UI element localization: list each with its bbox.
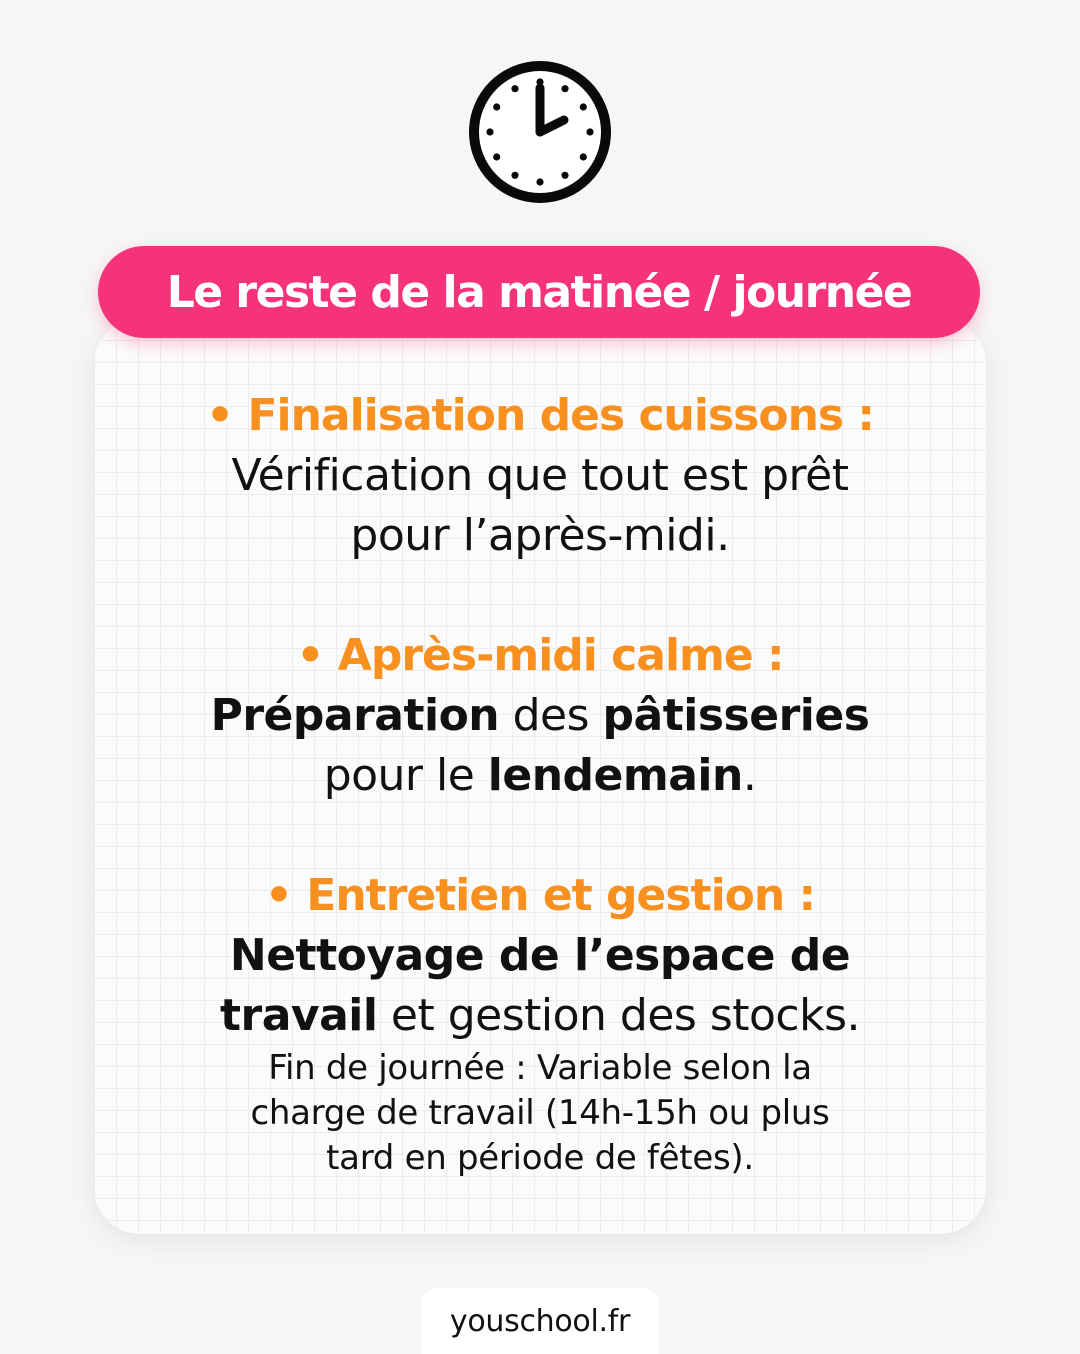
bold-term: Préparation (210, 690, 500, 741)
clock-tick (511, 85, 518, 92)
bold-term: lendemain (487, 750, 743, 801)
clock-tick (486, 128, 493, 135)
description-line: Vérification que tout est prêt (231, 450, 849, 501)
clock-tick (580, 103, 587, 110)
note-line: charge de travail (14h-15h ou plus (250, 1093, 830, 1133)
clock-tick (536, 178, 543, 185)
bold-term: Nettoyage de l’espace de (229, 930, 851, 981)
description-line (94, 746, 986, 806)
section-heading: • Finalisation des cuissons : (206, 390, 874, 441)
clock-tick (586, 128, 593, 135)
clock-tick (511, 172, 518, 179)
section-heading: • Entretien et gestion : (264, 870, 816, 921)
bold-term: pâtisseries (602, 690, 870, 741)
description-line: pour l’après-midi. (350, 510, 730, 561)
section-description (94, 686, 986, 806)
plain-text: . (742, 750, 757, 801)
plain-text: et gestion des stocks. (377, 990, 861, 1041)
section-description (94, 446, 986, 566)
clock-tick (561, 85, 568, 92)
website-footer: youschool.fr (421, 1288, 659, 1354)
bold-term: travail (219, 990, 378, 1041)
clock-tick (493, 153, 500, 160)
section-apres-midi (94, 626, 986, 806)
plain-text: des (499, 690, 603, 741)
description-line (94, 926, 986, 986)
section-heading: • Après-midi calme : (296, 630, 784, 681)
clock-tick (493, 103, 500, 110)
section-description (94, 926, 986, 1046)
section-title-banner: Le reste de la matinée / journée (98, 246, 980, 338)
description-line (94, 686, 986, 746)
plain-text: pour le (323, 750, 488, 801)
clock-tick (580, 153, 587, 160)
section-finalisation (94, 386, 986, 566)
note-line: tard en période de fêtes). (326, 1138, 754, 1178)
note-line: Fin de journée : Variable selon la (268, 1048, 812, 1088)
section-entretien (94, 866, 986, 1181)
end-of-day-note (94, 1046, 986, 1181)
clock-icon (466, 58, 614, 206)
clock-tick (561, 172, 568, 179)
description-line (94, 986, 986, 1046)
